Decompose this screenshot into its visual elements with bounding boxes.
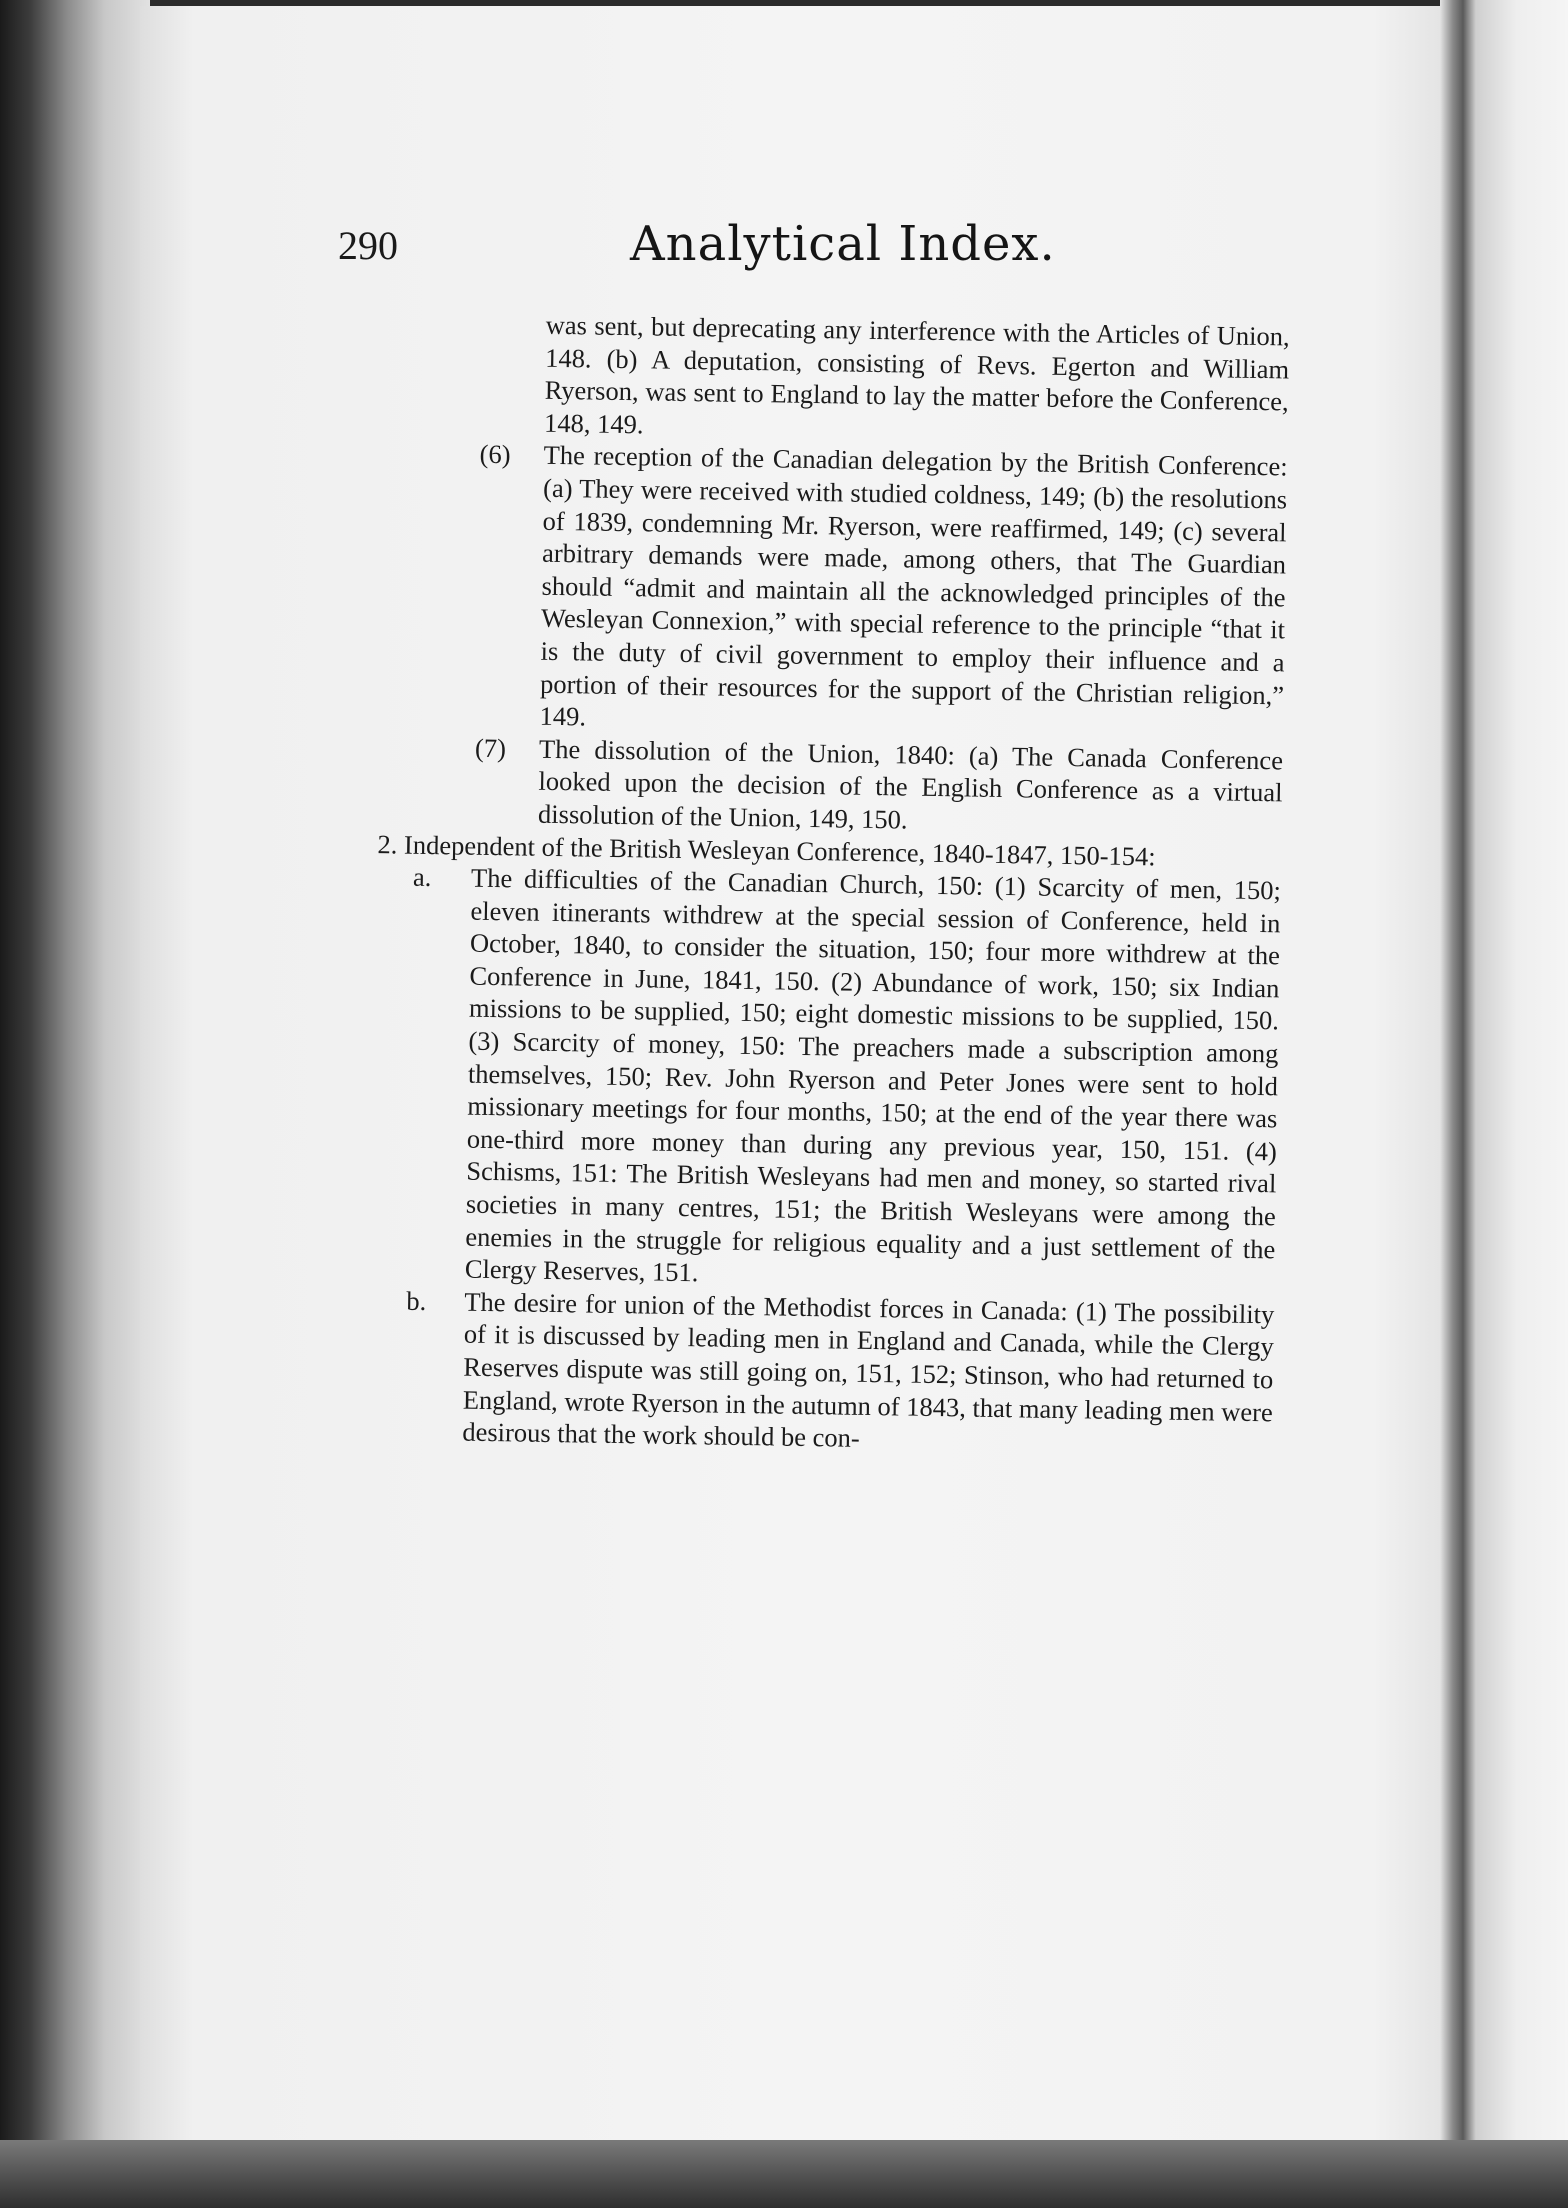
running-title: Analytical Index. <box>630 216 1056 272</box>
page-header <box>338 216 1338 292</box>
index-text <box>352 306 1290 1461</box>
index-entry-b <box>352 1284 1274 1461</box>
entry-text: The desire for union of the Methodist forces in Canada: (1) The possibility of it is discussed by leading men in England and Canada, while the Clergy Reserves dispute was still going on, 151, 152; Stinson, who had returned to England, wrote Ryerson in the autumn of 1843, that many leading men were desirous that the work should be con- <box>462 1286 1275 1454</box>
entry-text: The dissolution of the Union, 1840: (a) The Canada Conference looked upon the decision of the English Conference as a virtual dissolution of the Union, 149, 150. <box>537 733 1284 835</box>
entry-label: b. <box>406 1285 427 1316</box>
entry-text: The difficulties of the Canadian Church, 150: (1) Scarcity of men, 150; eleven itinerants withdrew at the special session of Conference, held in October, 1840, to consider the situation, 150; four more withdrew at the Conference in June, 1841, 150. (2) Abundance of work, 150; six Indian missions to be supplied, 150; eight domestic missions to be supplied, 150. (3) Scarcity of money, 150: The preachers made a subscription among themselves, 150; Rev. John Ryerson and Peter Jones were sent to hold missionary meetings for four months, 150; at the end of the year there was one-third more money than during any previous year, 150, 151. (4) Schisms, 151: The British Wesleyans had men and money, so started rival societies in many centres, 151; the British Wesleyans were among the enemies in the struggle for religious equality and a just settlement of the Clergy Reserves, 151. <box>464 862 1282 1288</box>
entry-text: Independent of the British Wesleyan Conference, 1840-1847, 150-154: <box>403 829 1156 871</box>
book-spine <box>0 0 150 2208</box>
page-right-edge <box>1440 0 1568 2208</box>
entry-text: The reception of the Canadian delegation by the British Conference: (a) They were received with studied coldness, 149; (b) the resolutions of 1839, condemning Mr. Ryerson, were reaffirmed, 149; (c) several arbitrary demands were made, among others, that The Guardian should “admit and maintain all the acknowledged principles of the Wesleyan Connexion,” with special reference to the principle “that it is the duty of civil government to employ their influence and a portion of their resources for the support of the Christian religion,” 149. <box>539 440 1288 732</box>
index-entry-7 <box>362 730 1283 842</box>
entry-label: a. <box>412 861 432 893</box>
index-entry-6 <box>363 436 1287 744</box>
entry-label: (6) <box>479 439 511 470</box>
index-entry-a <box>355 860 1282 1298</box>
index-entry-continuation <box>368 306 1290 451</box>
entry-label: 2. <box>377 828 398 859</box>
page-bottom-shadow <box>0 2140 1568 2208</box>
entry-label: (7) <box>474 732 507 763</box>
page-number: 290 <box>338 223 398 268</box>
entry-text: was sent, but deprecating any interference with the Articles of Union, 148. (b) A deputation, consisting of Revs. Egerton and William Ryerson, was sent to England to lay the matter before the Conference, 148, 149. <box>543 309 1290 440</box>
